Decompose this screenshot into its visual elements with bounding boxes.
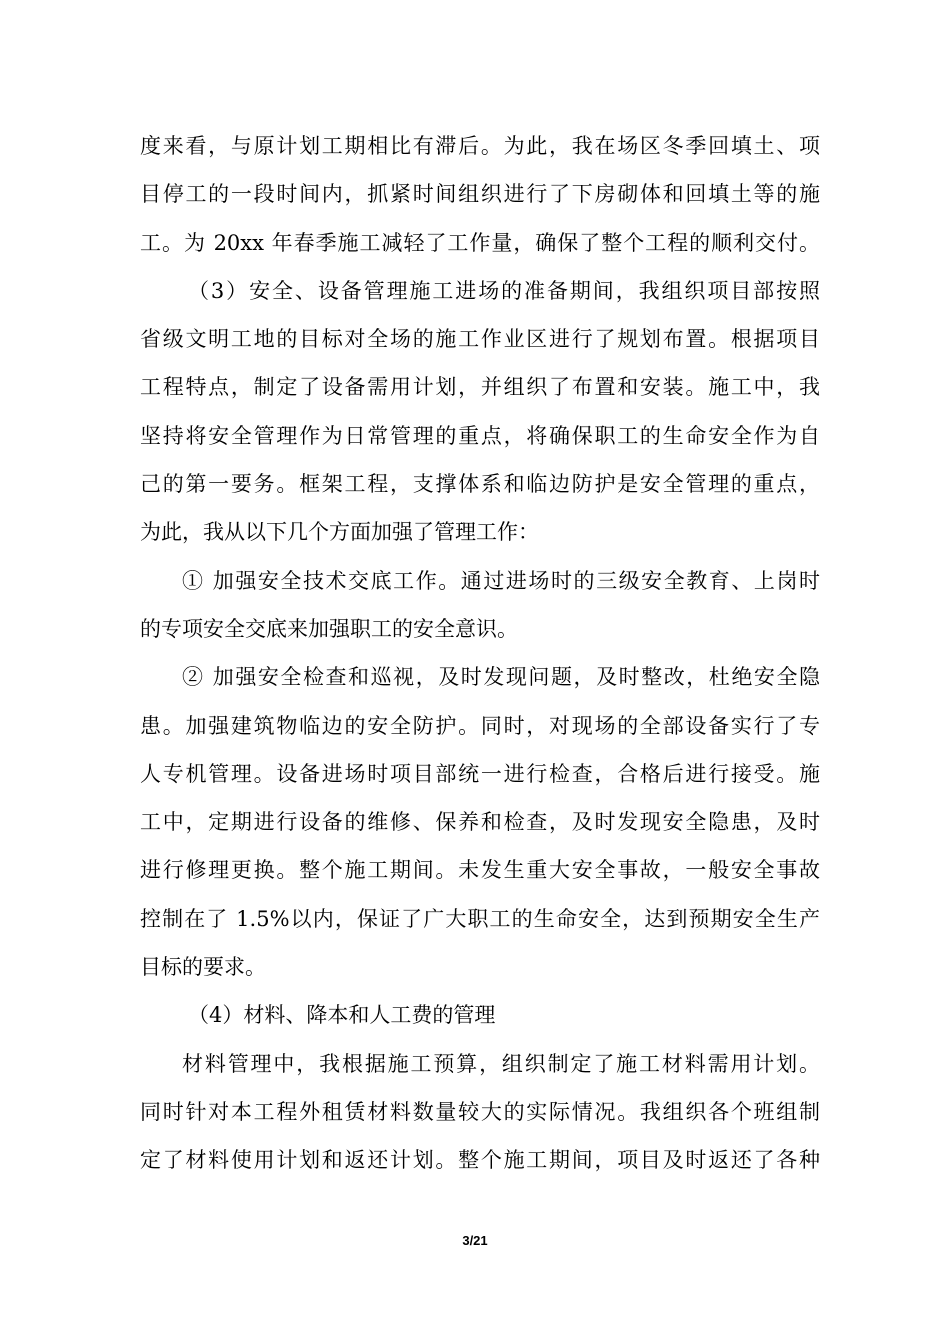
text-line: 目停工的一段时间内，抓紧时间组织进行了下房砌体和回填土等的施	[140, 182, 820, 207]
text-line: 工。为 20xx 年春季施工减轻了工作量，确保了整个工程的顺利交付。	[140, 230, 820, 255]
text-line: 控制在了 1.5%以内，保证了广大职工的生命安全，达到预期安全生产	[140, 906, 820, 931]
text-line: 同时针对本工程外租赁材料数量较大的实际情况。我组织各个班组制	[140, 1099, 820, 1124]
text-line: 人专机管理。设备进场时项目部统一进行检查，合格后进行接受。施	[140, 761, 820, 786]
text-line-section-heading: （3）安全、设备管理施工进场的准备期间，我组织项目部按照	[188, 278, 820, 303]
text-line: 省级文明工地的目标对全场的施工作业区进行了规划布置。根据项目	[140, 327, 820, 352]
document-body	[140, 122, 820, 1185]
text-line: 的专项安全交底来加强职工的安全意识。	[140, 616, 518, 641]
text-line: 坚持将安全管理作为日常管理的重点，将确保职工的生命安全作为自	[140, 423, 820, 448]
text-line-section-heading: （4）材料、降本和人工费的管理	[188, 1003, 496, 1028]
text-line: 度来看，与原计划工期相比有滞后。为此，我在场区冬季回填土、项	[140, 134, 820, 158]
text-line: 患。加强建筑物临边的安全防护。同时，对现场的全部设备实行了专	[140, 713, 820, 738]
text-line: 目标的要求。	[140, 955, 266, 980]
text-line: 工程特点，制定了设备需用计划，并组织了布置和安装。施工中，我	[140, 375, 820, 400]
text-line-list-item: ② 加强安全检查和巡视，及时发现问题，及时整改，杜绝安全隐	[182, 665, 820, 690]
text-line: 进行修理更换。整个施工期间。未发生重大安全事故，一般安全事故	[140, 858, 820, 883]
text-line-list-item: ① 加强安全技术交底工作。通过进场时的三级安全教育、上岗时	[182, 568, 820, 593]
text-line: 工中，定期进行设备的维修、保养和检查，及时发现安全隐患，及时	[140, 810, 820, 835]
page-number: 3/21	[462, 1233, 488, 1248]
text-line: 为此，我从以下几个方面加强了管理工作：	[140, 520, 539, 545]
text-line: 己的第一要务。框架工程，支撑体系和临边防护是安全管理的重点，	[140, 472, 820, 497]
text-line: 材料管理中，我根据施工预算，组织制定了施工材料需用计划。	[182, 1051, 820, 1076]
text-line: 定了材料使用计划和返还计划。整个施工期间，项目及时返还了各种	[140, 1148, 820, 1173]
